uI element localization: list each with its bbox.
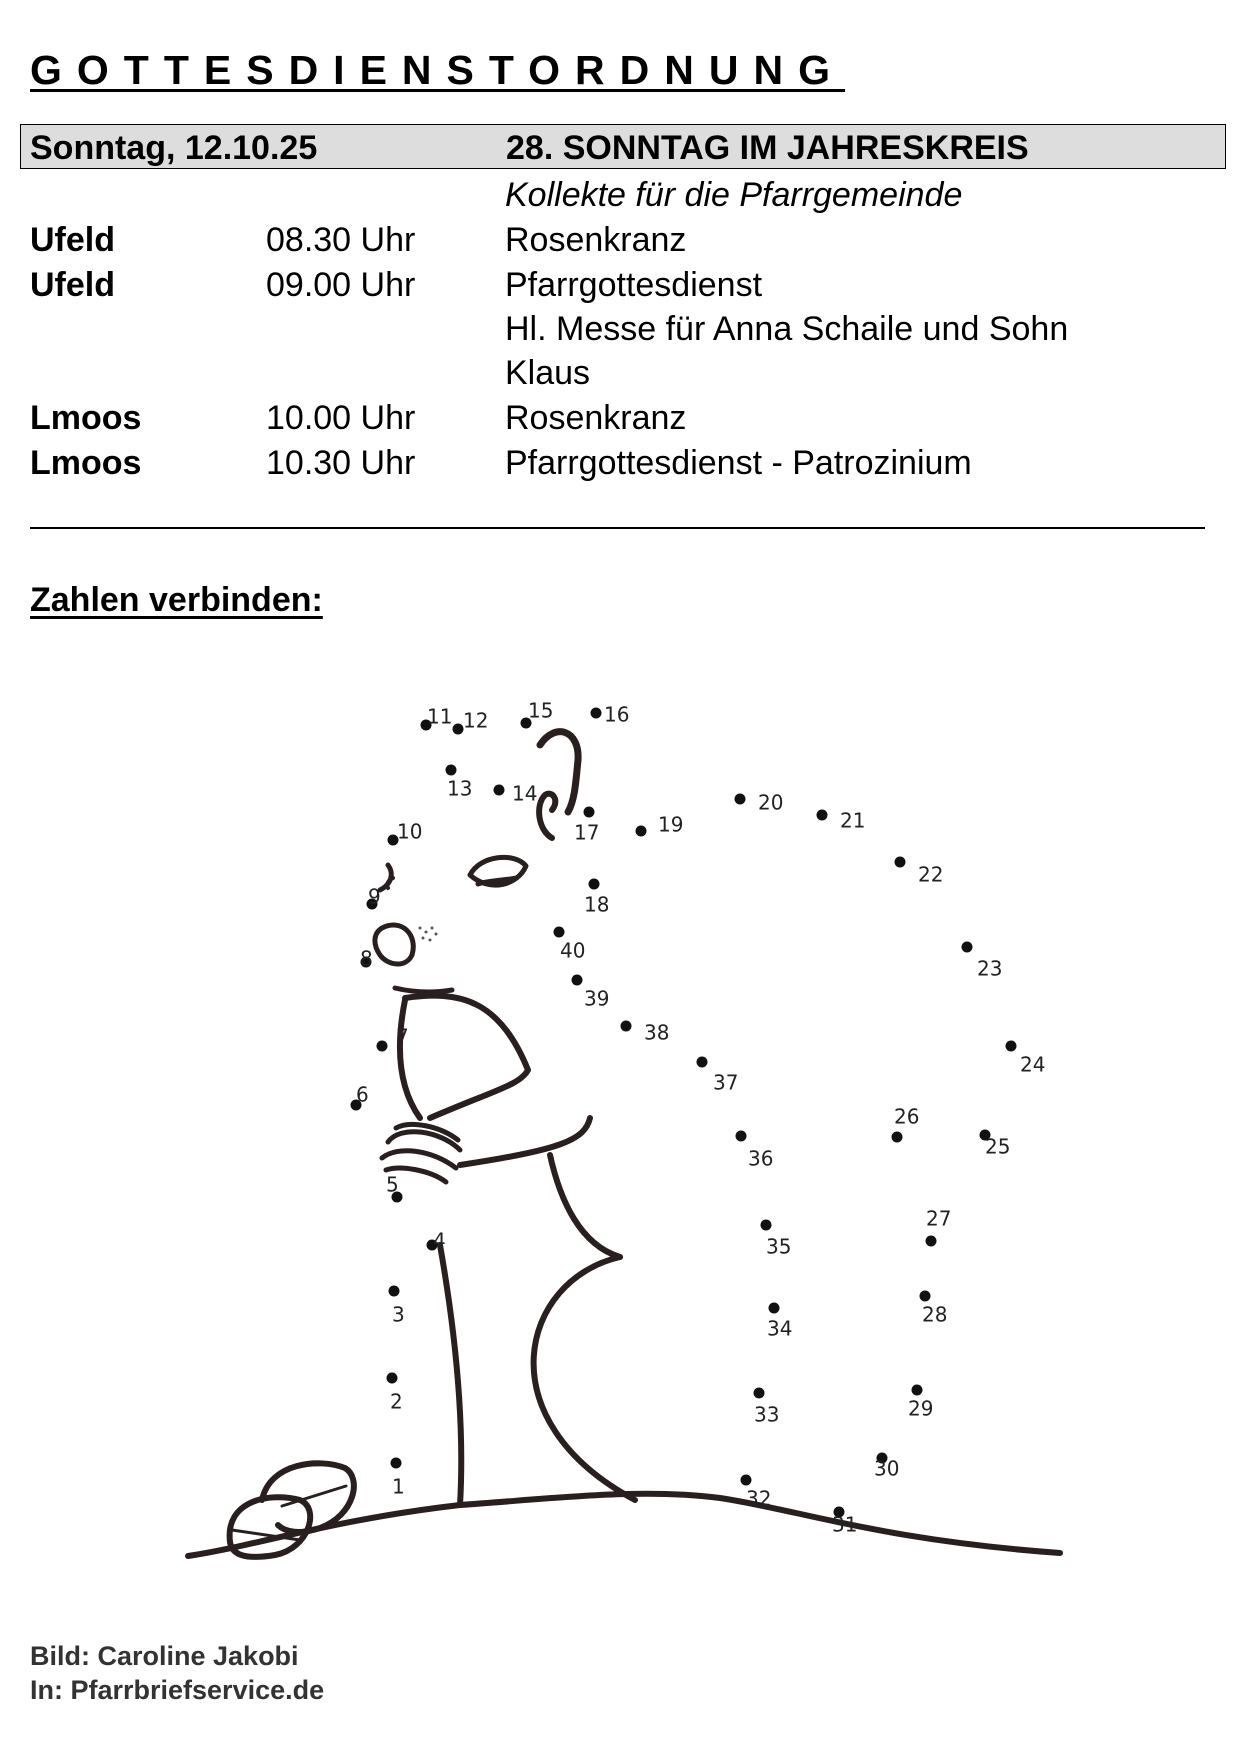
service-description: Rosenkranz (505, 399, 687, 437)
puzzle-dot-number: 32 (746, 1486, 772, 1511)
puzzle-dot (895, 857, 906, 868)
puzzle-dot-number: 22 (918, 862, 944, 887)
puzzle-dot-number: 10 (397, 819, 423, 844)
puzzle-dot-number: 11 (427, 704, 453, 729)
puzzle-dot (735, 794, 746, 805)
day-date: Sonntag, 12.10.25 (30, 129, 318, 167)
puzzle-dot-number: 31 (832, 1512, 858, 1537)
puzzle-dot (769, 1303, 780, 1314)
puzzle-dot-number: 6 (356, 1082, 369, 1107)
puzzle-dot-number: 13 (447, 776, 473, 801)
image-credit: Bild: Caroline Jakobi (30, 1641, 299, 1671)
puzzle-dot-number: 26 (894, 1104, 920, 1129)
puzzle-dot (912, 1385, 923, 1396)
puzzle-dot-number: 25 (985, 1134, 1011, 1159)
service-note: Klaus (505, 354, 591, 392)
body-line (405, 996, 528, 1118)
puzzle-heading: Zahlen verbinden: (30, 581, 323, 619)
puzzle-dot-number: 28 (922, 1302, 948, 1327)
puzzle-dot-number: 39 (584, 986, 610, 1011)
puzzle-dot (591, 708, 602, 719)
squirrel-dot-to-dot (0, 600, 1240, 1580)
dot-markers (351, 699, 1046, 1537)
puzzle-dot-number: 37 (713, 1070, 739, 1095)
collection-note: Kollekte für die Pfarrgemeinde (505, 176, 963, 214)
puzzle-dot-number: 9 (368, 884, 381, 909)
puzzle-dot-number: 20 (758, 790, 784, 815)
puzzle-dot (1006, 1041, 1017, 1052)
nose (375, 925, 413, 964)
puzzle-dot-number: 35 (766, 1234, 792, 1259)
service-note: Hl. Messe für Anna Schaile und Sohn (505, 310, 1069, 348)
service-time: 10.30 Uhr (266, 444, 416, 482)
puzzle-dot (736, 1131, 747, 1142)
puzzle-dot (754, 1388, 765, 1399)
puzzle-dot-number: 23 (977, 956, 1003, 981)
puzzle-dot-number: 34 (767, 1316, 793, 1341)
puzzle-dot (697, 1057, 708, 1068)
puzzle-dot-number: 12 (463, 708, 489, 733)
puzzle-dot (621, 1021, 632, 1032)
separator-line (30, 527, 1205, 529)
eye (470, 857, 526, 885)
puzzle-dot-number: 3 (392, 1302, 405, 1327)
service-place: Lmoos (30, 399, 142, 437)
puzzle-dot (554, 927, 565, 938)
service-place: Lmoos (30, 444, 142, 482)
puzzle-dot-number: 38 (644, 1020, 670, 1045)
puzzle-dot (377, 1041, 388, 1052)
service-description: Rosenkranz (505, 221, 687, 259)
ear (540, 732, 578, 812)
puzzle-dot (636, 826, 647, 837)
puzzle-dot-number: 15 (528, 698, 554, 723)
puzzle-dot (387, 1373, 398, 1384)
puzzle-dot (589, 879, 600, 890)
page-title: GOTTESDIENSTORDNUNG (30, 47, 845, 93)
puzzle-dot-number: 21 (840, 808, 866, 833)
puzzle-dot (453, 724, 464, 735)
puzzle-dot-number: 18 (584, 892, 610, 917)
puzzle-dot (926, 1236, 937, 1247)
puzzle-dot (584, 807, 595, 818)
puzzle-dot (817, 810, 828, 821)
puzzle-dot-number: 33 (754, 1402, 780, 1427)
puzzle-dot (391, 1458, 402, 1469)
puzzle-dot-number: 29 (908, 1396, 934, 1421)
service-place: Ufeld (30, 266, 115, 304)
puzzle-dot-number: 16 (604, 702, 630, 727)
puzzle-dot (494, 785, 505, 796)
puzzle-dot-number: 17 (574, 820, 600, 845)
day-feast: 28. SONNTAG IM JAHRESKREIS (506, 129, 1029, 167)
day-header (20, 124, 1226, 169)
service-description: Pfarrgottesdienst - Patrozinium (505, 444, 972, 482)
trunk-left (440, 1245, 461, 1505)
whisker-dots (419, 927, 438, 942)
puzzle-dot (741, 1475, 752, 1486)
puzzle-dot (446, 765, 457, 776)
puzzle-dot-number: 1 (392, 1474, 405, 1499)
trunk-right (534, 1257, 635, 1500)
puzzle-dot (389, 1286, 400, 1297)
ground-line (188, 1494, 1060, 1556)
puzzle-dot-number: 5 (386, 1172, 399, 1197)
puzzle-dot-number: 27 (926, 1206, 952, 1231)
puzzle-dot-number: 30 (874, 1456, 900, 1481)
puzzle-dot-number: 40 (560, 938, 586, 963)
puzzle-dot (572, 975, 583, 986)
puzzle-dot-number: 19 (658, 812, 684, 837)
puzzle-dot (892, 1132, 903, 1143)
puzzle-dot (761, 1220, 772, 1231)
puzzle-dot (920, 1291, 931, 1302)
puzzle-dot-number: 4 (433, 1228, 446, 1253)
service-time: 10.00 Uhr (266, 399, 416, 437)
service-time: 09.00 Uhr (266, 266, 416, 304)
puzzle-dot-number: 7 (396, 1024, 409, 1049)
source-credit: In: Pfarrbriefservice.de (30, 1675, 325, 1705)
puzzle-dot-number: 36 (748, 1146, 774, 1171)
service-place: Ufeld (30, 221, 115, 259)
puzzle-dot (962, 942, 973, 953)
service-description: Pfarrgottesdienst (505, 266, 763, 304)
puzzle-dot-number: 14 (512, 781, 538, 806)
service-time: 08.30 Uhr (266, 221, 416, 259)
puzzle-dot-number: 24 (1020, 1052, 1046, 1077)
puzzle-dot-number: 8 (360, 946, 373, 971)
puzzle-dot-number: 2 (390, 1389, 403, 1414)
